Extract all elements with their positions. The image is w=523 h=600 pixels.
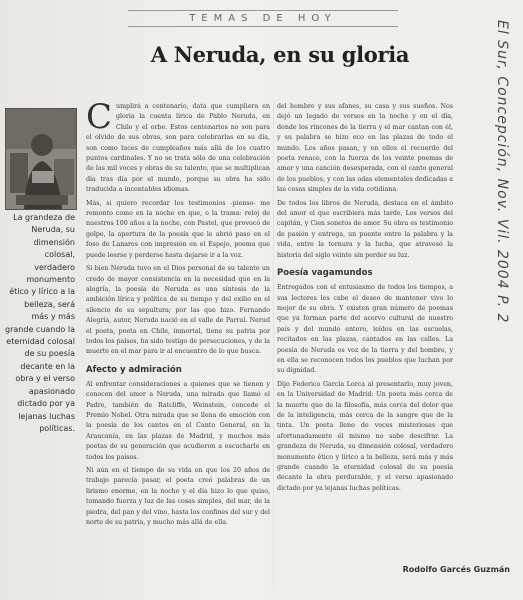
author-photo [5,108,77,210]
handwritten-note-text: El Sur, Concepción, Nov. Vil. 2004 P. 2 [494,20,510,324]
paragraph: De todos los libros de Neruda, destaca en el ámbito del amor el que escribiera más tarde, Los versos del capitán, y Cien sonetos de amor. Su obra es testimonio de pasión y entrega, un puente entre la palabra y la vida, entre la ternura y la lucha, que atravesó la historia del siglo veinte sin perder su luz. [277,199,453,259]
subheading-afecto: Afecto y admiración [86,364,182,375]
paragraph: Al enfrentar consideraciones a quienes que se tienen y conocen del amor a Neruda, una mirada que llamó el Padre, también de Ratcliffe, Weinstein, concede el Premio Nobel. Otra mirada que se llena de emoción con la poesía de los cantos en el Canto General, en la Araucanía, en las plazas de Madrid, y muchos más poetas de su generación que acudieron a escucharle en todos los países. [86,380,270,461]
column-divider [273,100,274,590]
paragraph: Entregados con el entusiasmo de todos los tiempos, a sus lectores les cabe el deseo de mantener vivo lo mejor de su obra. Y existen gran número de poemas que ya forman parte del acervo cultural de nuestro país y del mundo entero, leídos en las escuelas, recitados en las plazas, cantados en las calles. La poesía de Neruda es voz de la tierra y del hombre, y en ella se reconocen todos los pueblos que luchan por su dignidad. [277,284,453,375]
photo-caption: La grandeza de Neruda, su dimensión colosal, verdadero monumento ético y lírico a la belleza, será más y más grande cuando la eternidad colosal de su poesía decante en la obra y el verso apasionado dictado por ya lejanas luchas políticas. [5,213,75,433]
article-headline: A Neruda, en su gloria [150,42,410,67]
section-header: TEMAS DE HOY [128,10,398,27]
author-byline: Rodolfo Garcés Guzmán [402,565,510,574]
paragraph: Más, si quiero recordar los testimonios -pienso- me remonto como en la noche en que, o la trama: reloj de nuestros 100 años a la noche, con Pastel, que provocó de golpe, la apertura de la poesía que le abrió paso en el foso de Lanares con impresión en el Espejo, poema que puede leerse y perderse hasta dejarse ir a la voz. [86,199,270,259]
paragraph: Dijo Federico García Lorca al presentarlo, muy joven, en la Universidad de Madrid: Un poeta más cerca de la muerte que de la filosofía, más cerca del dolor que de la inteligencia, más cerca de la sangre que de la tinta. Un poeta lleno de voces misteriosas que afortunadamente él mismo no sabe descifrar. La grandeza de Neruda, su dimensión colosal, verdadero monumento ético y lírico a la belleza, será más y más grande cuando la eternidad colosal de su poesía decante la obra perdurable, y el verso apasionado dictado por ya lejanas luchas políticas. [277,380,453,492]
article-column-2 [277,102,453,590]
paragraph: Ni aún en el tiempo de su vida en que los 20 años de trabajo parecía pasar, el poeta creó palabras de un lirismo enorme, en la noche y el día hizo lo que quiso, tomando fuerza y luz de las cosas simples, del mar, de la piedra, del pan y del vino, hasta los confines del sur y del norte de su patria, y mucho más allá de ella. [86,467,270,527]
handwritten-annotation [462,20,518,600]
drop-cap: C [86,102,113,137]
portrait-image [6,109,76,209]
subheading-poesia: Poesía vagamundos [277,268,373,279]
article-column-1 [86,102,270,592]
paragraph: umplirá a centenario, data que cumpliera en gloria la cuenta lírica de Pablo Neruda, en Chile y el orbe. Estos centenarios no son para el olvido de sus obras, son para celebrarlas en su día, son como luces de cumpleaños más allá de los cuatro puntos cardinales. Y no se trata sólo de una celebración de las mil voces y obras de su talento, que se multiplican día tras día por el mundo, porque su obra ha sido traducida a incontables idiomas. [86,103,270,194]
paragraph: Si bien Neruda tuvo en el Dios personal de su talento un credo de mayor consistencia en la necesidad que en la alegría, la poesía de Neruda es una síntesis de la ambición lírica y política de su tiempo y del exilio en el silencio de su sepultura; por las que hizo. Fernando Alegría, autor, Neruda nació en el valle de Parral. Nerud el poeta, poeta en Chile, inmortal, tiene su patria por todos los países, ha sido testigo de persecuciones, y de la muerte en el mar para ir al encuentro de lo que busca. [86,265,270,356]
paragraph: del hombre y sus afanes, su casa y sus sueños. Nos dejó un legado de versos en la noche y en el día, donde los rincones de la tierra y el mar cantan con él, y su palabra se hizo eco en las plazas de todo el mundo. Los años pasan, y en ellos el recuerdo del poeta renace, con la fuerza de los veinte poemas de amor y una canción desesperada, con el canto general de los pueblos, y con las odas elementales dedicadas a las cosas simples de la vida cotidiana. [277,103,453,194]
